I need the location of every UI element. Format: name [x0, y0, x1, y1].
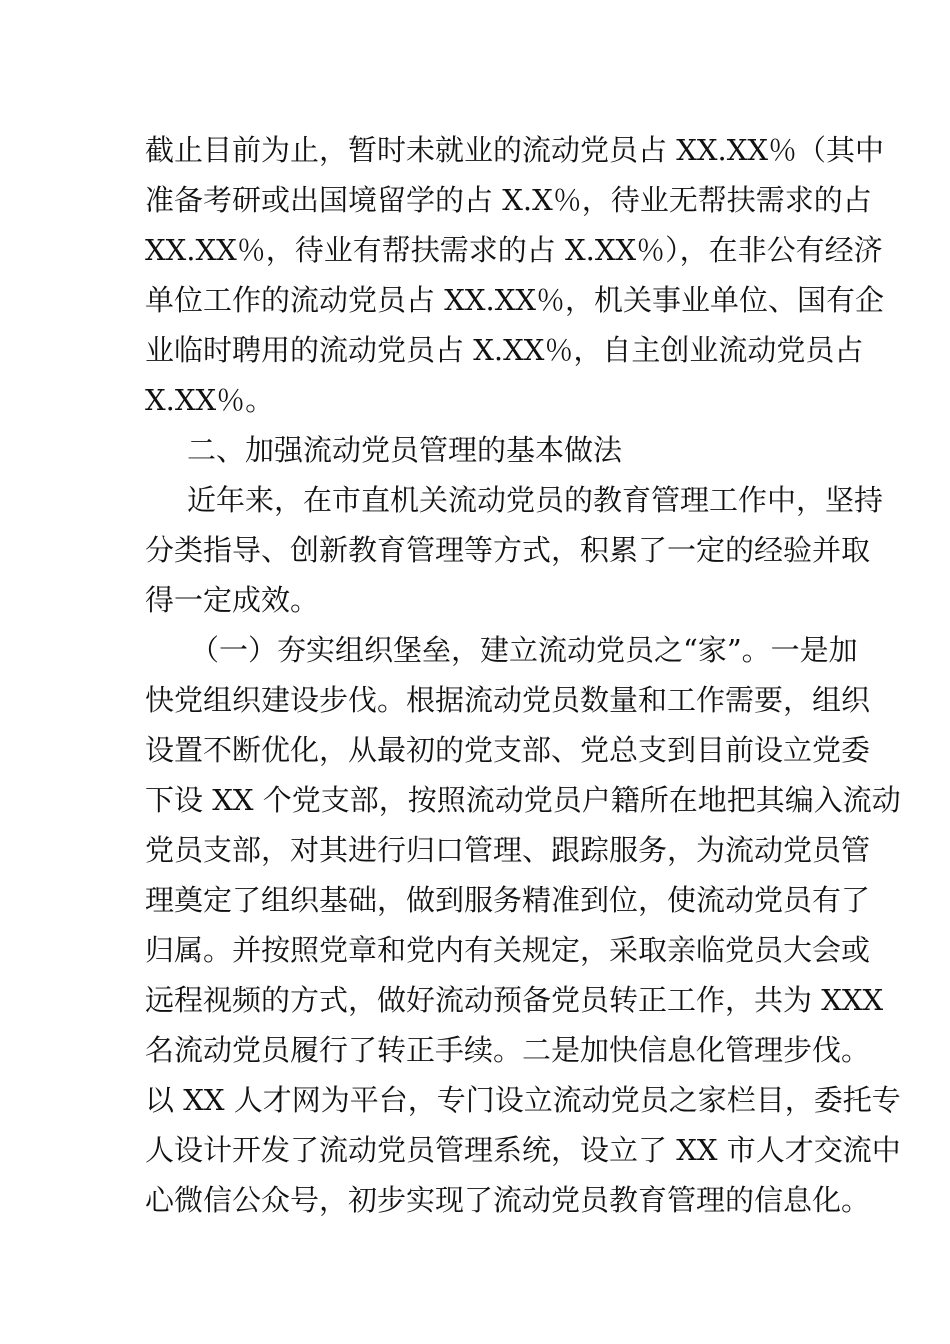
- text-line: 截止目前为止，暂时未就业的流动党员占 XX.XX％（其中: [145, 133, 885, 167]
- text-line: XX.XX％，待业有帮扶需求的占 X.XX％），在非公有经济: [145, 233, 883, 267]
- text-line: 下设 XX 个党支部，按照流动党员户籍所在地把其编入流动: [145, 783, 901, 817]
- text-line: 心微信公众号，初步实现了流动党员教育管理的信息化。: [145, 1183, 871, 1217]
- text-line: 以 XX 人才网为平台，专门设立流动党员之家栏目，委托专: [145, 1083, 901, 1117]
- text-line: 近年来，在市直机关流动党员的教育管理工作中，坚持: [187, 483, 884, 517]
- text-line: 名流动党员履行了转正手续。二是加快信息化管理步伐。: [145, 1033, 871, 1067]
- text-line: 设置不断优化，从最初的党支部、党总支到目前设立党委: [145, 733, 871, 767]
- text-line: 快党组织建设步伐。根据流动党员数量和工作需要，组织: [145, 683, 871, 717]
- text-line: X.XX％。: [145, 383, 275, 417]
- text-line: 准备考研或出国境留学的占 X.X％，待业无帮扶需求的占: [145, 183, 872, 217]
- text-line: 人设计开发了流动党员管理系统，设立了 XX 市人才交流中: [145, 1133, 901, 1167]
- text-line: 分类指导、创新教育管理等方式，积累了一定的经验并取: [145, 533, 871, 567]
- text-line: 理奠定了组织基础，做到服务精准到位，使流动党员有了: [145, 883, 871, 917]
- text-line: 得一定成效。: [145, 583, 320, 617]
- text-line: 归属。并按照党章和党内有关规定，采取亲临党员大会或: [145, 933, 871, 967]
- text-line: 党员支部，对其进行归口管理、跟踪服务，为流动党员管: [145, 833, 871, 867]
- subsection-heading: （一）夯实组织堡垒，建立流动党员之“家”。一是加: [190, 633, 858, 667]
- section-heading: 二、加强流动党员管理的基本做法: [187, 433, 623, 467]
- text-line: 单位工作的流动党员占 XX.XX％，机关事业单位、国有企: [145, 283, 885, 317]
- text-line: 业临时聘用的流动党员占 X.XX％，自主创业流动党员占: [145, 333, 864, 367]
- text-line: 远程视频的方式，做好流动预备党员转正工作，共为 XXX: [145, 983, 884, 1017]
